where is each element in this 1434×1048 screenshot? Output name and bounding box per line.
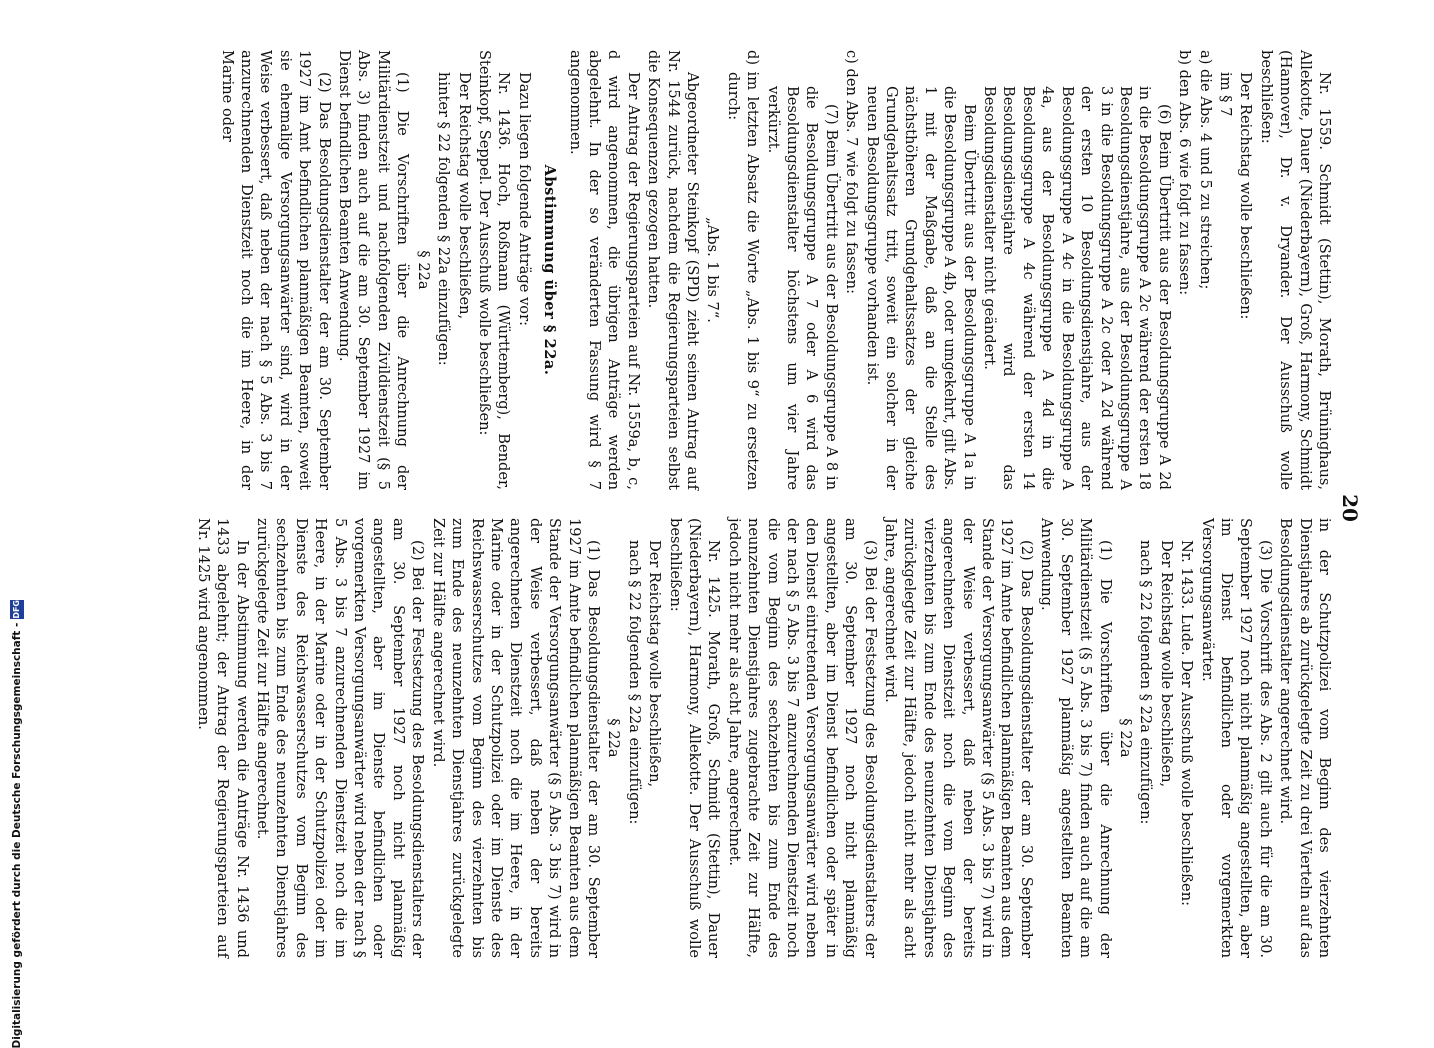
paragraph: (3) Die Vorschrift des Abs. 2 gilt auch für die am 30. September 1927 noch nicht planmäßig angestellten, aber im Dienst befindlichen oder vorgemerkten Versorgungsanwärter. <box>1198 518 1274 958</box>
left-column <box>216 50 1334 490</box>
paragraph: Abgeordneter Steinkopf (SPD) zieht seinen Antrag auf Nr. 1544 zurück, nachdem die Regierungsparteien selbst die Konsequenzen gezogen hatten. <box>645 50 701 490</box>
paragraph: b) den Abs. 6 wie folgt zu fassen: <box>1176 50 1194 296</box>
paragraph: (7) Beim Übertritt aus der Besoldungsgruppe A 8 in die Besoldungsgruppe A 7 oder A 6 wird das Besoldungsdienstalter höchstens um vier Jahre verkürzt. <box>764 86 840 490</box>
digitization-credit <box>2 600 26 1048</box>
paragraph: in der Schutzpolizei vom Beginn des vierzehnten Dienstjahres ab zurückgelegte Zeit zu drei Vierteln auf das Besoldungsdienstalter angerechnet wird. <box>1277 518 1333 958</box>
paragraph: Der Reichstag wolle beschließen, <box>646 540 664 788</box>
paragraph: Nr. 1433. Lude. Der Ausschuß wolle beschließen: <box>1178 540 1196 907</box>
paragraph: Der Reichstag wolle beschließen, <box>1157 540 1175 788</box>
paragraph: Der Reichstag wolle beschließen, <box>455 72 473 320</box>
paragraph: d) im letzten Absatz die Worte „Abs. 1 bis 9“ zu ersetzen durch: <box>724 50 762 490</box>
paragraph: Nr. 1425. Morath, Groß, Schmidt (Stettin), Dauer (Niederbayern), Harmony, Allekotte. Der Ausschuß wolle beschließen: <box>666 518 723 958</box>
paragraph: (2) Bei der Festsetzung des Besoldungsdienstalters der am 30. September 1927 noch nicht planmäßig angestellten, aber im Dienste befindlichen oder vorgemerkten Versorgungsanwärter wird neben der nach § 5 Abs. 3 bis 7 anzurechnenden Dienstzeit noch die im Heere, in der Marine oder in der Schutzpolizei oder im Dienste des Reichswasserschutzes vom Beginn des sechzehnten bis zum Ende des neunzehnten Dienstjahres zurückgelegte Zeit zur Hälfte angerechnet. <box>254 518 427 958</box>
paragraph: nach § 22 folgenden § 22a einzufügen: <box>1137 540 1155 825</box>
paragraph: Nr. 1436. Hoch, Roßmann (Württemberg), Bender, Steinkopf, Seppel. Der Ausschuß wolle beschließen: <box>475 50 513 490</box>
paragraph: (1) Das Besoldungsdienstalter der am 30. September 1927 im Amte befindlichen planmäßigen Beamten aus dem Stande der Versorgungsanwärter (§ 5 Abs. 3 bis 7) wird in der Weise verbessert, daß neben der bereits angerechneten Dienstzeit noch die im Heere, in der Marine oder in der Schutzpolizei oder im Dienste des Reichswasserschutzes vom Beginn des vierzehnten bis zum Ende des neunzehnten Dienstjahres zurückgelegte Zeit zur Hälfte angerechnet wird. <box>429 518 602 958</box>
paragraph: „Abs. 1 bis 7“. <box>704 217 722 323</box>
paragraph: Dazu liegen folgende Anträge vor: <box>515 72 533 326</box>
paragraph: In der Abstimmung werden die Anträge Nr. 1436 und 1433 abgelehnt; der Antrag der Regierungsparteien auf Nr. 1425 wird angenommen. <box>194 518 251 958</box>
paragraph: (2) Das Besoldungsdienstalter der am 30. September 1927 im Amte befindlichen planmäßigen Beamten aus dem Stande der Versorgungsanwärter (§ 5 Abs. 3 bis 7) wird in der Weise verbessert, daß neben der bereits angerechneten Dienstzeit noch die vom Beginn des vierzehnten bis zum Ende des neunzehnten Dienstjahres zurückgelegte Zeit zur Hälfte, jedoch nicht mehr als acht Jahre, angerechnet wird. <box>882 518 1035 958</box>
paragraph: hinter § 22 folgenden § 22a einzufügen: <box>435 72 453 366</box>
paragraph: nach § 22 folgenden § 22a einzufügen: <box>625 540 643 825</box>
paragraph: Der Reichstag wolle beschließen: <box>1237 72 1255 320</box>
paragraph: (3) Bei der Festsetzung des Besoldungsdienstalters der am 30. September 1927 noch nicht planmäßig angestellten, aber im Dienst befindlichen oder später in den Dienst eintretenden Versorgungsanwärter wird neben der nach § 5 Abs. 3 bis 7 anzurechnenden Dienstzeit noch die vom Beginn des sechzehnten bis zum Ende des neunzehnten Dienstjahres zugebrachte Zeit zur Hälfte, jedoch nicht mehr als acht Jahre, angerechnet. <box>725 518 879 958</box>
dfg-logo-icon: DFG <box>10 600 24 619</box>
paragraph: c) den Abs. 7 wie folgt zu fassen: <box>843 50 861 294</box>
right-column <box>192 518 1334 958</box>
paragraph: § 22a <box>605 718 623 758</box>
paragraph: im § 7 <box>1216 72 1234 117</box>
paragraph: Abstimmung über § 22a. <box>541 164 559 376</box>
paragraph: (2) Das Besoldungsdienstalter der am 30. September 1927 im Amt befindlichen planmäßigen Beamten, soweit sie ehemalige Versorgungsanwärter sind, wird in der Weise verbessert, daß neben der nach § 5 Abs. 3 bis 7 anzurechnenden Dienstzeit noch die im Heere, in der Marine oder <box>218 50 333 490</box>
credit-text: Digitalisierung gefördert durch die Deutsche Forschungsgemeinschaft - <box>11 622 23 1048</box>
paragraph: (1) Die Vorschriften über die Anrechnung der Militärdienstzeit (§ 5 Abs. 3 bis 7) finden auch auf die am 30. September 1927 planmäßig angestellten Beamten Anwendung. <box>1038 518 1114 958</box>
paragraph: Der Antrag der Regierungsparteien auf Nr. 1559a, b, c, d wird angenommen, die übrigen Anträge werden abgelehnt. In der so veränderten Fassung wird § 7 angenommen. <box>566 50 642 490</box>
paragraph: Beim Übertritt aus der Besoldungsgruppe A 1a in die Besoldungsgruppe A 4b, oder umgekehrt, gilt Abs. 1 mit der Maßgabe, daß an die Stelle des nächsthöheren Grundgehaltssatzes der gleiche Grundgehaltssatz tritt, soweit ein solcher in der neuen Besoldungsgruppe vorhanden ist. <box>863 86 978 490</box>
page-number: 20 <box>1338 494 1362 522</box>
paragraph: (1) Die Vorschriften über die Anrechnung der Militärdienstzeit und nachfolgenden Zivildienstzeit (§ 5 Abs. 3) finden auch auf die am 30. September 1927 im Dienst befindlichen Beamten Anwendung. <box>336 50 412 490</box>
paragraph: Nr. 1559. Schmidt (Stettin), Morath, Brüninghaus, Allekotte, Dauer (Niederbayern), Groß, Harmony, Schmidt (Hannover), Dr. v. Dryander. Der Ausschuß wolle beschließen: <box>1257 50 1333 490</box>
paragraph: (6) Beim Übertritt aus der Besoldungsgruppe A 2d in die Besoldungsgruppe A 2c während der ersten 18 Besoldungsdienstjahre, aus der Besoldungsgruppe A 3 in die Besoldungsgruppe A 2c oder A 2d während der ersten 10 Besoldungsdienstjahre, aus der Besoldungsgruppe A 4c in die Besoldungsgruppe A 4a, aus der Besoldungsgruppe A 4d in die Besoldungsgruppe A 4c während der ersten 14 Besoldungsdienstjahre wird das Besoldungsdienstalter nicht geändert. <box>981 86 1173 490</box>
paragraph: § 22a <box>1116 718 1134 758</box>
paragraph: § 22a <box>414 250 432 290</box>
paragraph: a) die Abs. 4 und 5 zu streichen; <box>1196 50 1214 290</box>
